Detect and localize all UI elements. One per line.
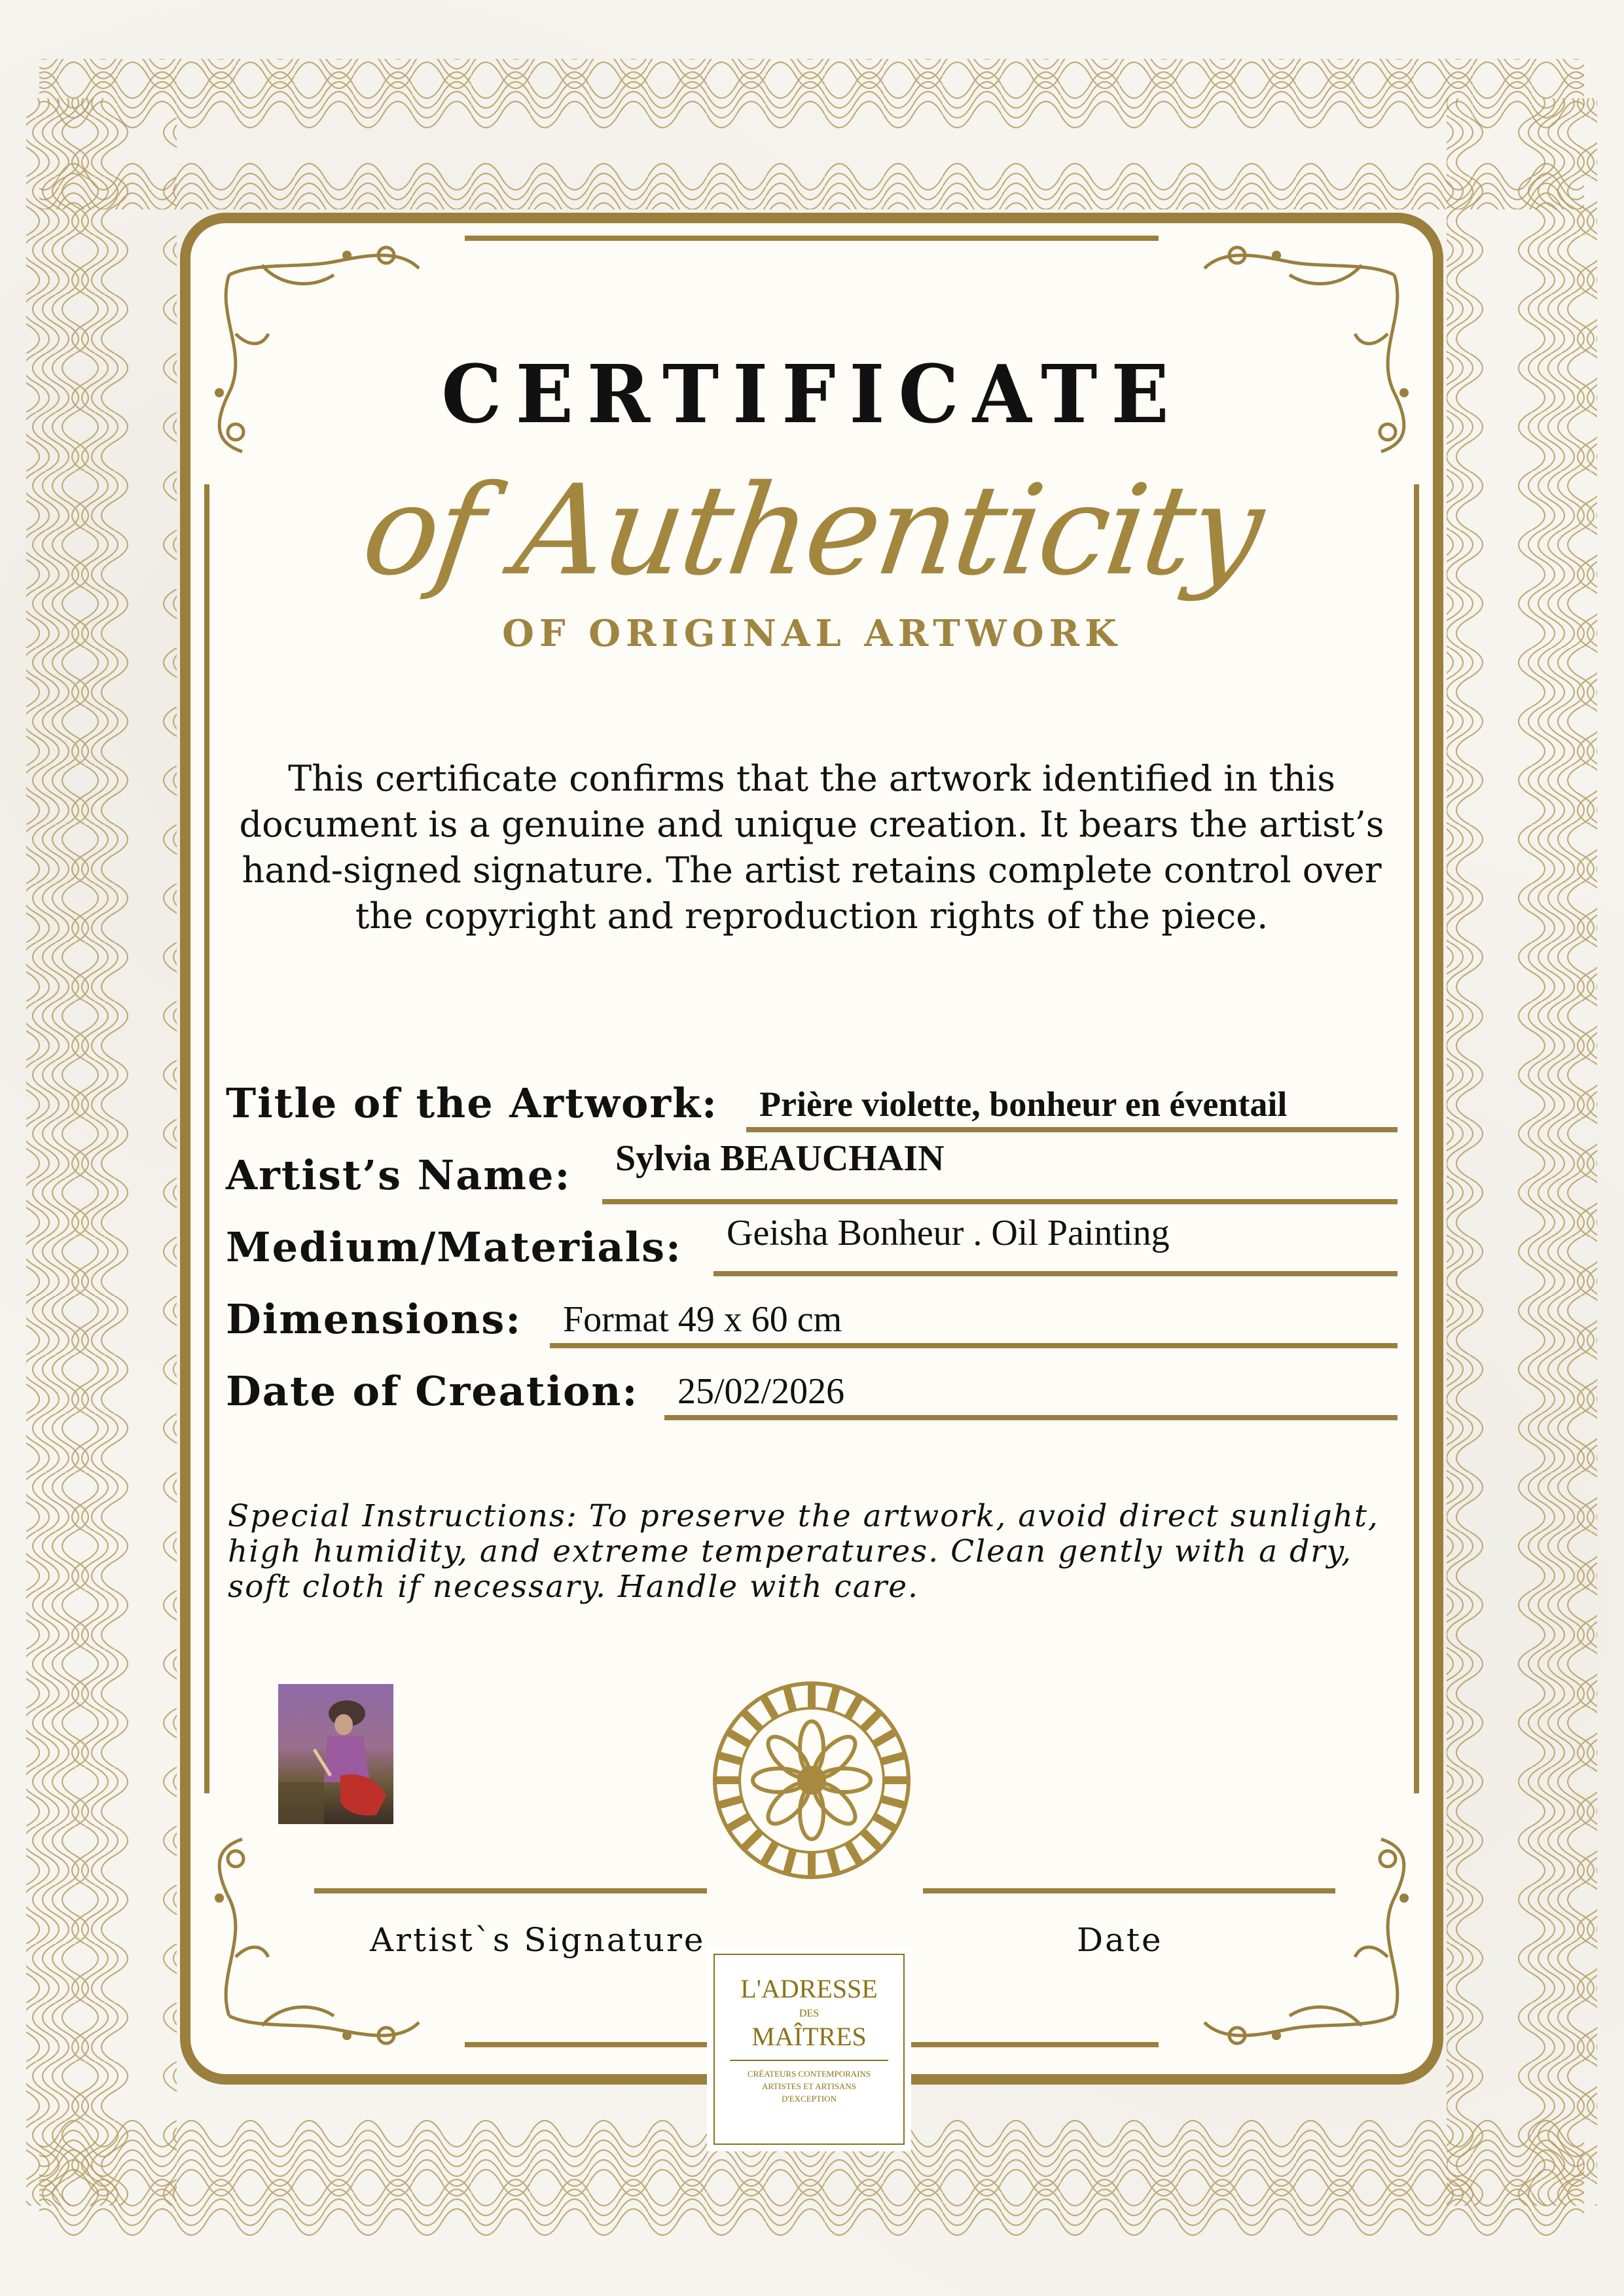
right-rule bbox=[1414, 484, 1419, 1793]
field-underline bbox=[602, 1199, 1398, 1204]
field-artist bbox=[226, 1132, 1398, 1204]
logo-tagline-2: ARTISTES ET ARTISANS bbox=[761, 2081, 857, 2091]
field-underline bbox=[550, 1343, 1398, 1348]
field-label: Medium/Materials: bbox=[226, 1223, 682, 1271]
field-label: Artist’s Name: bbox=[226, 1151, 571, 1199]
certificate-title: CERTIFICATE bbox=[441, 347, 1183, 441]
brand-logo bbox=[707, 1947, 911, 2151]
date-line bbox=[923, 1888, 1335, 1893]
logo-tagline-1: CRÉATEURS CONTEMPORAINS bbox=[747, 2069, 871, 2079]
brand-logo-frame bbox=[713, 1954, 905, 2145]
artwork-thumbnail-icon bbox=[278, 1684, 393, 1824]
field-date bbox=[226, 1348, 1398, 1420]
logo-line1: L'ADRESSE bbox=[740, 1974, 878, 2003]
field-label: Title of the Artwork: bbox=[226, 1079, 718, 1127]
corner-ornament-bottom-right-icon bbox=[1172, 1820, 1420, 2055]
certificate-script-title: of Authenticity bbox=[354, 458, 1270, 603]
field-underline bbox=[664, 1415, 1398, 1420]
field-label: Date of Creation: bbox=[226, 1367, 639, 1415]
certificate-subtitle: OF ORIGINAL ARTWORK bbox=[502, 612, 1122, 655]
field-label: Dimensions: bbox=[226, 1295, 522, 1343]
left-rule bbox=[204, 484, 209, 1793]
logo-des: DES bbox=[799, 2008, 820, 2019]
special-instructions: Special Instructions: To preserve the artwork, avoid direct sunlight, high humidity, and extreme temperatures. Clean gently with a dry, soft cloth if necessary. Handle with care. bbox=[228, 1498, 1379, 1605]
field-underline bbox=[713, 1271, 1398, 1276]
date-label: Date bbox=[1077, 1921, 1163, 1959]
field-value: Prière violette, bonheur en éventail bbox=[759, 1085, 1288, 1124]
signature-line bbox=[314, 1888, 707, 1893]
certificate-statement: This certificate confirms that the artwork identified in this document is a genuine and unique creation. It bears the artist’s hand-signed signature. The artist retains complete control over the copyright and reproduction rights of the piece. bbox=[239, 758, 1384, 937]
field-title bbox=[226, 1060, 1398, 1132]
logo-line2: MAÎTRES bbox=[751, 2022, 867, 2051]
field-value: Geisha Bonheur . Oil Painting bbox=[727, 1213, 1170, 1253]
gold-rosette-seal-icon bbox=[710, 1679, 913, 1882]
signature-label: Artist`s Signature bbox=[370, 1921, 706, 1959]
field-dimensions bbox=[226, 1276, 1398, 1348]
logo-tagline-3: D'EXCEPTION bbox=[782, 2094, 837, 2104]
top-rule bbox=[465, 236, 1159, 241]
field-medium bbox=[226, 1204, 1398, 1276]
field-underline bbox=[746, 1127, 1398, 1132]
field-value: 25/02/2026 bbox=[677, 1371, 845, 1412]
field-value: Sylvia BEAUCHAIN bbox=[615, 1138, 945, 1179]
artwork-details bbox=[226, 1060, 1398, 1420]
field-value: Format 49 x 60 cm bbox=[563, 1299, 842, 1340]
logo-divider bbox=[730, 2060, 888, 2061]
